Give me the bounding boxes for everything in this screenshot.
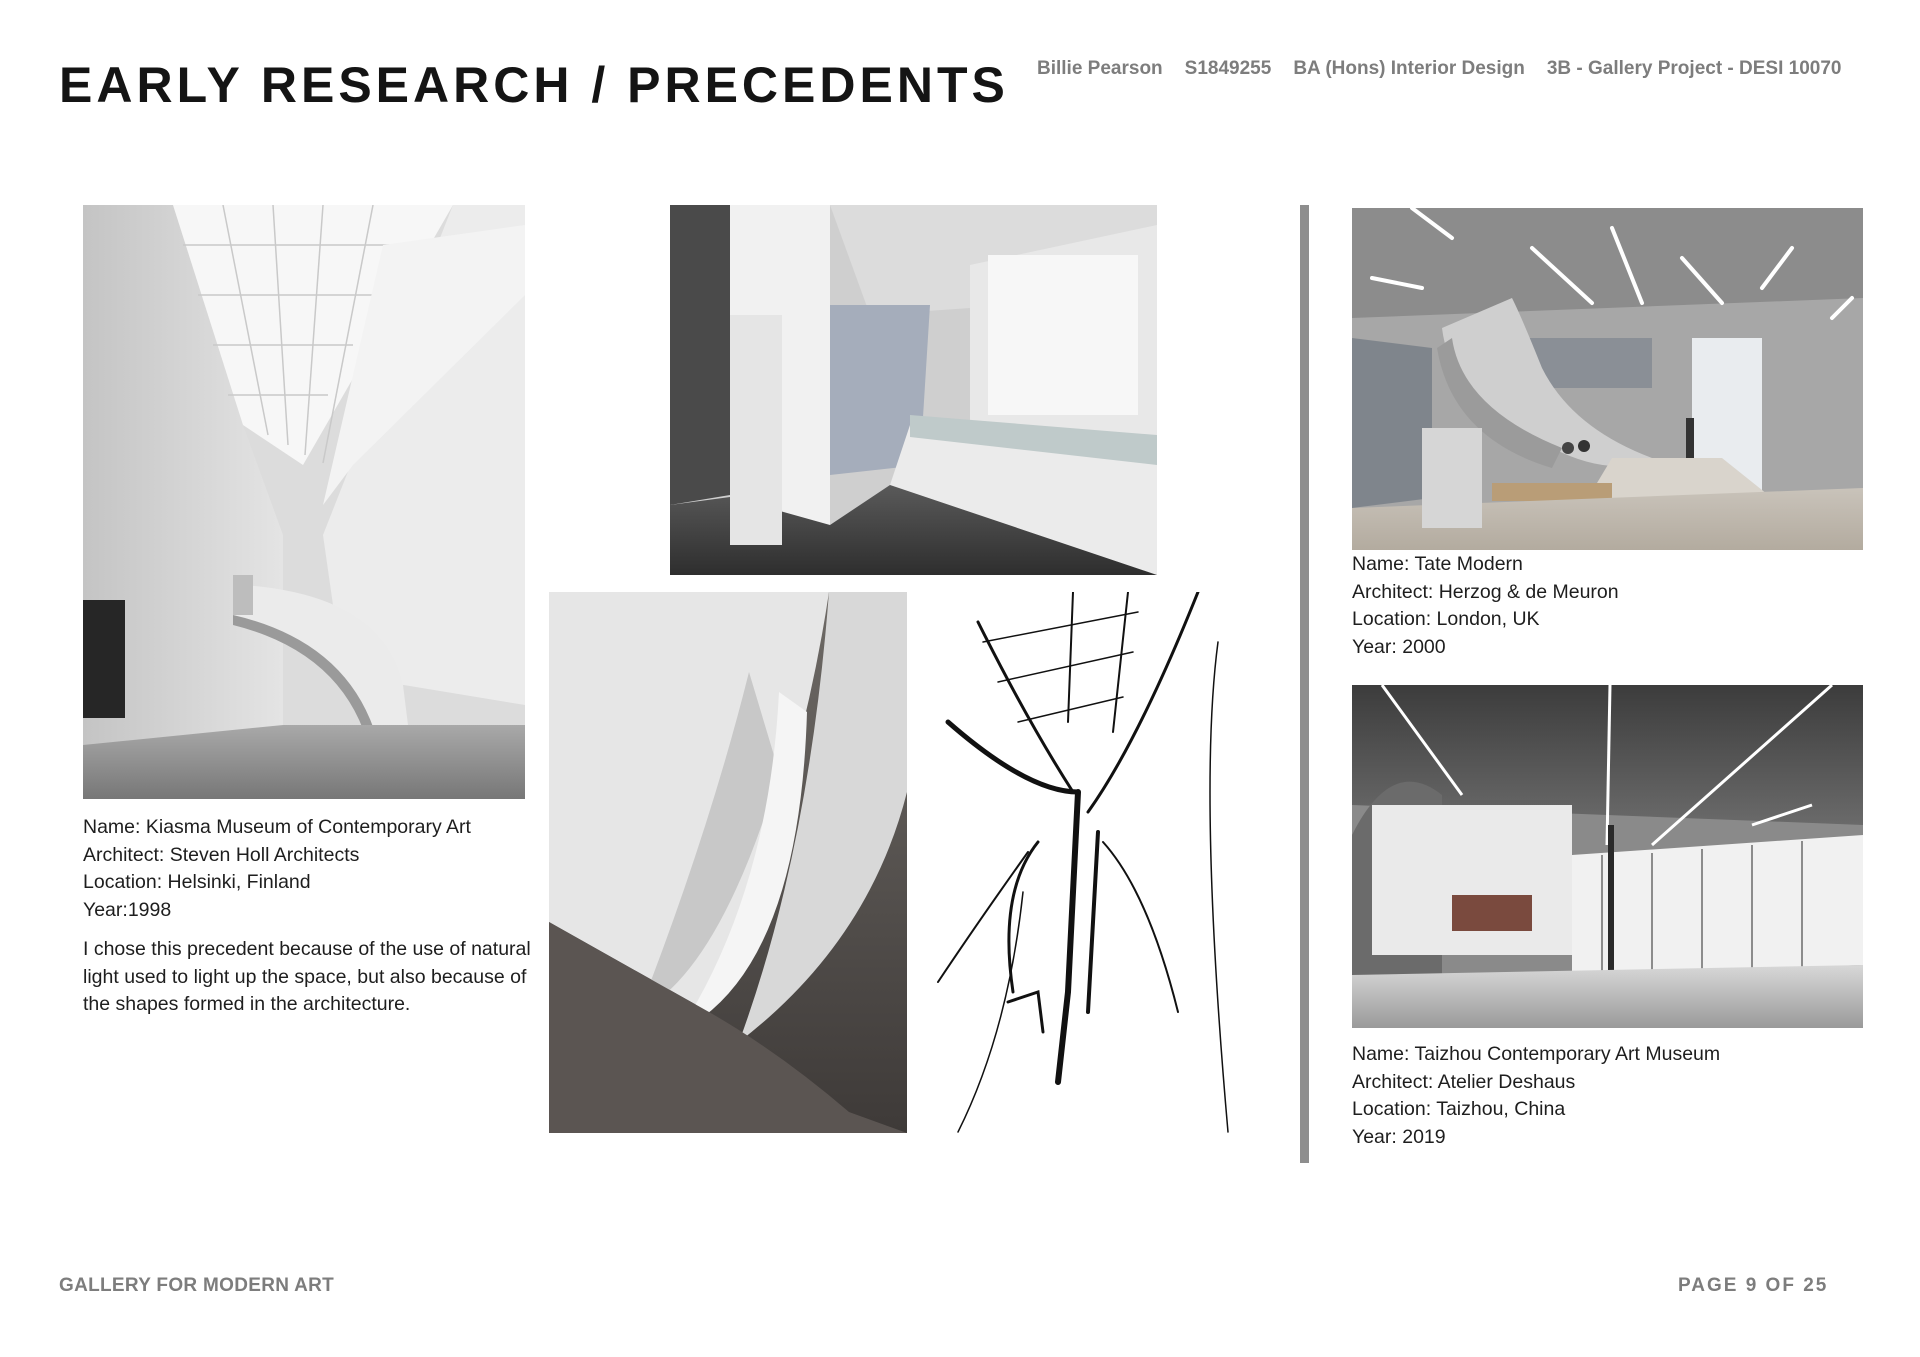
student-id: S1849255	[1184, 58, 1272, 79]
tate-caption	[1352, 551, 1812, 661]
kiasma-architect: Architect: Steven Holl Architects	[83, 843, 360, 866]
author-name: Billie Pearson	[1037, 58, 1163, 79]
kiasma-name: Name: Kiasma Museum of Contemporary Art	[83, 816, 471, 838]
kiasma-caption	[83, 814, 533, 1019]
taizhou-location: Location: Taizhou, China	[1352, 1098, 1566, 1120]
header-meta	[1037, 58, 1842, 80]
taizhou-architect: Architect: Atelier Deshaus	[1352, 1070, 1576, 1093]
kiasma-note: I chose this precedent because of the use of natural light used to light up the space, but also because of the shapes formed in the architecture.	[83, 938, 531, 1015]
taizhou-caption	[1352, 1041, 1812, 1151]
kiasma-atrium-photo	[83, 205, 525, 799]
curved-wall-photo	[549, 592, 907, 1133]
taizhou-name: Name: Taizhou Contemporary Art Museum	[1352, 1043, 1721, 1065]
kiasma-ramp-photo	[670, 205, 1157, 575]
tate-modern-photo	[1352, 208, 1863, 550]
taizhou-museum-photo	[1352, 685, 1863, 1028]
tate-location: Location: London, UK	[1352, 608, 1540, 630]
kiasma-location: Location: Helsinki, Finland	[83, 871, 311, 893]
section-divider	[1300, 205, 1309, 1163]
footer-project-title: GALLERY FOR MODERN ART	[59, 1275, 335, 1296]
tate-year: Year: 2000	[1352, 635, 1446, 658]
taizhou-year: Year: 2019	[1352, 1125, 1446, 1148]
tate-architect: Architect: Herzog & de Meuron	[1352, 580, 1619, 603]
project-code: 3B - Gallery Project - DESI 10070	[1546, 58, 1842, 79]
kiasma-year: Year:1998	[83, 898, 172, 921]
tate-name: Name: Tate Modern	[1352, 553, 1523, 575]
footer-page-number: PAGE 9 OF 25	[1678, 1275, 1829, 1296]
course-name: BA (Hons) Interior Design	[1293, 58, 1525, 79]
page-title: EARLY RESEARCH / PRECEDENTS	[59, 57, 1009, 113]
charcoal-sketch	[918, 592, 1248, 1137]
